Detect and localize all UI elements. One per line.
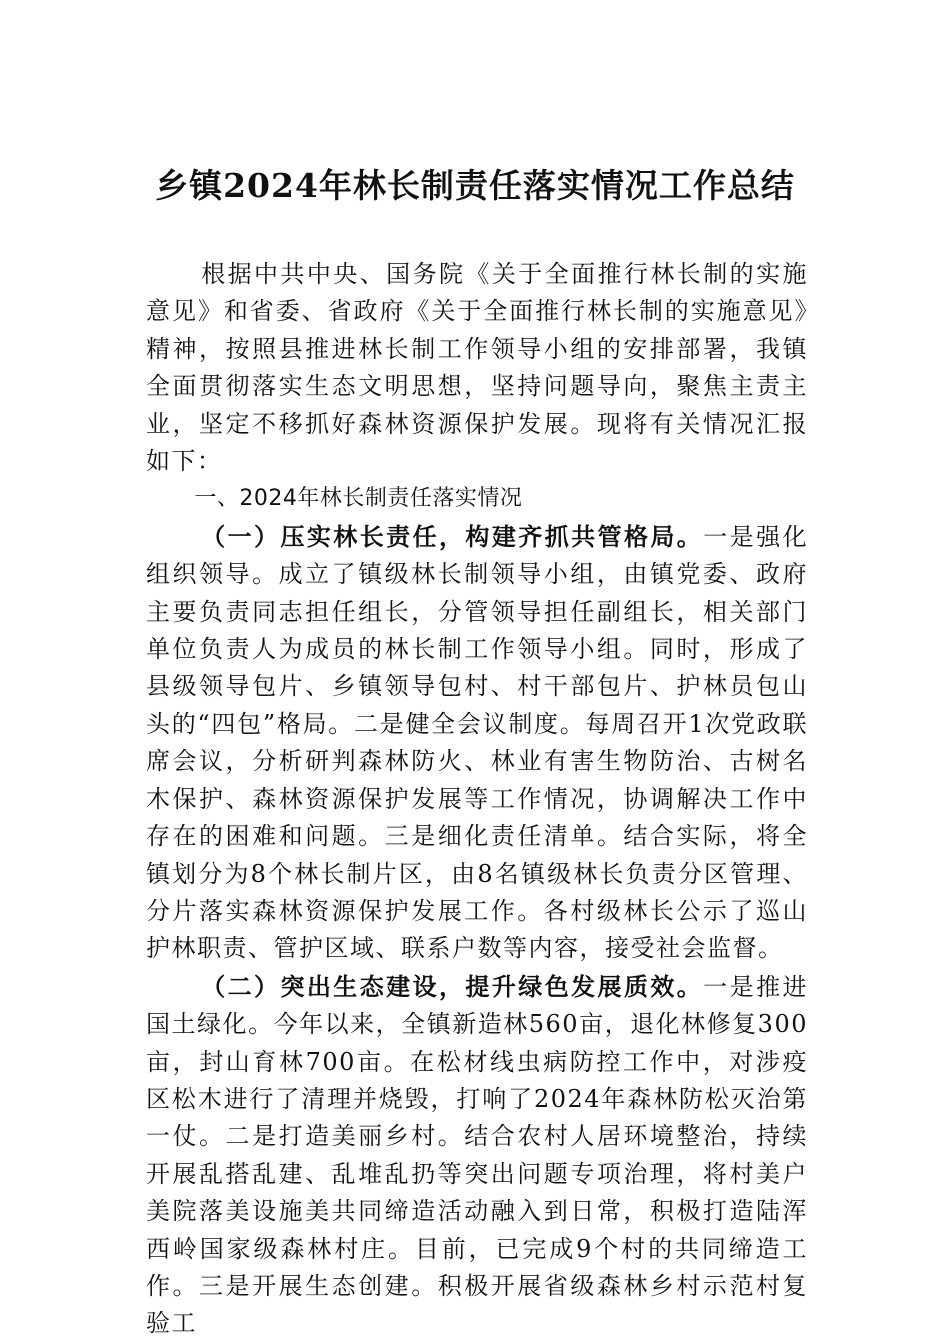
paragraph-1-heading: （一）压实林长责任，构建齐抓共管格局。 [201,521,704,551]
paragraph-1 [146,518,808,968]
intro-paragraph: 根据中共中央、国务院《关于全面推行林长制的实施意见》和省委、省政府《关于全面推行林长制的实施意见》精神，按照县推进林长制工作领导小组的安排部署，我镇全面贯彻落实生态文明思想，坚持问题导向，聚焦主责主业，坚定不移抓好森林资源保护发展。现将有关情况汇报如下： [146,260,808,476]
document-title: 乡镇2024年林长制责任落实情况工作总结 [155,166,795,205]
paragraph-1-body: 一是强化组织领导。成立了镇级林长制领导小组，由镇党委、政府主要负责同志担任组长，分管领导担任副组长，相关部门单位负责人为成员的林长制工作领导小组。同时，形成了县级领导包片、乡镇领导包村、村干部包片、护林员包山头的“四包”格局。二是健全会议制度。每周召开1次党政联席会议，分析研判森林防火、林业有害生物防治、古树名木保护、森林资源保护发展等工作情况，协调解决工作中存在的困难和问题。三是细化责任清单。结合实际，将全镇划分为8个林长制片区，由8名镇级林长负责分区管理、分片落实森林资源保护发展工作。各村级林长公示了巡山护林职责、管护区域、联系户数等内容，接受社会监督。 [146,522,809,963]
paragraph-2 [146,968,808,1343]
paragraph-2-heading: （二）突出生态建设，提升绿色发展质效。 [201,971,704,1001]
section-heading: 一、2024年林长制责任落实情况 [194,486,523,512]
document-body [146,256,808,1343]
paragraph-2-body: 一是推进国土绿化。今年以来，全镇新造林560亩，退化林修复300亩，封山育林700亩。在松材线虫病防控工作中，对涉疫区松木进行了清理并烧毁，打响了2024年森林防松灭治第一仗。二是打造美丽乡村。结合农村人居环境整治，持续开展乱搭乱建、乱堆乱扔等突出问题专项治理，将村美户美院落美设施美共同缔造活动融入到日常，积极打造陆浑西岭国家级森林村庄。目前，已完成9个村的共同缔造工作。三是开展生态创建。积极开展省级森林乡村示范村复验工 [146,972,809,1338]
